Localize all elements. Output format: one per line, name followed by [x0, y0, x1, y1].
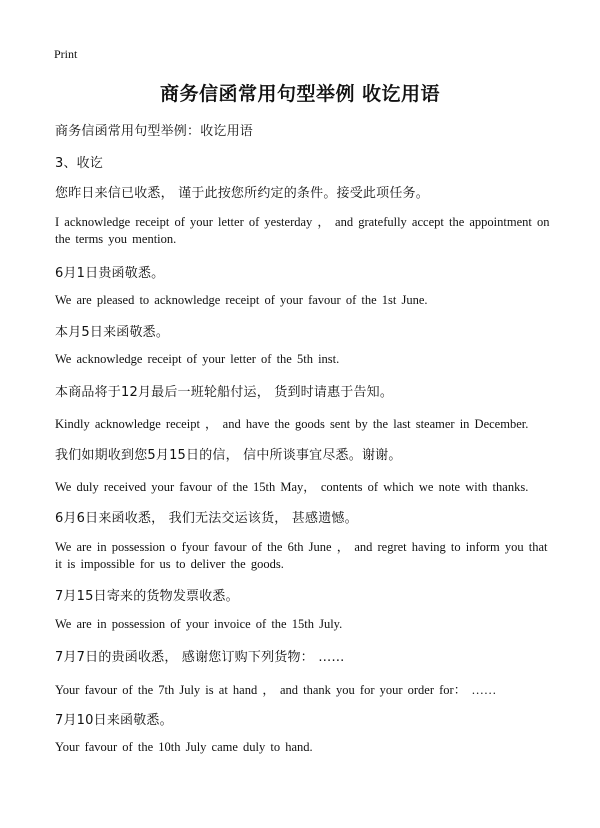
subtitle: 商务信函常用句型举例：收讫用语	[55, 124, 254, 139]
entry-4-chinese: 本商品将于12月最后一班轮船付运， 货到时请惠于告知。	[55, 385, 394, 400]
entry-9-english: Your favour of the 10th July came duly to hand.	[55, 740, 313, 754]
entry-4-english: Kindly acknowledge receipt ， and have the goods sent by the last steamer in December.	[55, 417, 529, 431]
entry-6-english: We are in possession o fyour favour of the 6th June ， and regret having to inform you that it is impossible for us to deliver the goods.	[55, 540, 548, 571]
entry-9-chinese: 7月10日来函敬悉。	[55, 713, 173, 728]
entry-2-chinese: 6月1日贵函敬悉。	[55, 266, 165, 281]
entry-5-chinese: 我们如期收到您5月15日的信， 信中所谈事宜尽悉。谢谢。	[55, 448, 402, 463]
entry-3-english: We acknowledge receipt of your letter of the 5th inst.	[55, 352, 340, 366]
entry-6-chinese: 6月6日来函收悉， 我们无法交运该货， 甚感遗憾。	[55, 511, 358, 526]
entry-8-chinese: 7月7日的贵函收悉， 感谢您订购下列货物： ……	[55, 650, 345, 665]
page-title: 商务信函常用句型举例 收讫用语	[159, 83, 441, 105]
entry-8-english: Your favour of the 7th July is at hand ， and thank you for your order for： ……	[55, 683, 497, 697]
section-heading: 3、收讫	[55, 156, 104, 171]
entry-7-english: We are in possession of your invoice of the 15th July.	[55, 617, 343, 631]
entry-7-chinese: 7月15日寄来的货物发票收悉。	[55, 589, 239, 604]
entry-1-english: I acknowledge receipt of your letter of yesterday ， and gratefully accept the appointment on the terms you mention.	[55, 215, 550, 246]
print-link[interactable]: Print	[54, 47, 78, 61]
entry-5-english: We duly received your favour of the 15th May， contents of which we note with thanks.	[55, 480, 529, 494]
entry-2-english: We are pleased to acknowledge receipt of your favour of the 1st June.	[55, 293, 428, 307]
entry-3-chinese: 本月5日来函敬悉。	[55, 325, 170, 340]
entry-1-chinese: 您昨日来信已收悉， 谨于此按您所约定的条件。接受此项任务。	[55, 186, 429, 201]
